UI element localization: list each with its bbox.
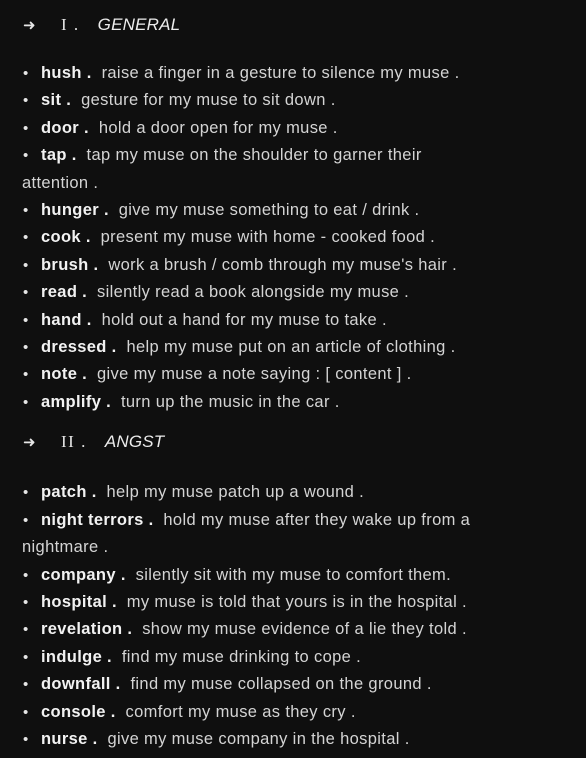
prompt-text: silently sit with my muse to comfort them. [135, 565, 452, 584]
bullet-icon: • [23, 311, 29, 329]
list-item [22, 361, 576, 388]
list-item [22, 307, 576, 334]
prompt-text: work a brush / comb through my muse's hair . [108, 255, 458, 274]
prompt-keyword: night terrors . [41, 510, 154, 529]
section-title: GENERAL [97, 15, 181, 34]
prompt-keyword: door . [41, 118, 89, 137]
list-item [22, 279, 576, 306]
list-item [22, 252, 576, 279]
prompt-text-continuation: nightmare . [22, 538, 109, 557]
prompt-keyword: hospital . [41, 592, 117, 611]
prompt-text: tap my muse on the shoulder to garner their [86, 146, 422, 165]
prompt-keyword: hush . [41, 64, 92, 82]
bullet-icon: • [23, 703, 29, 721]
list-item [22, 616, 576, 643]
bullet-icon: • [23, 339, 29, 357]
prompt-keyword: console . [41, 702, 116, 721]
list-item [22, 389, 576, 416]
prompt-keyword: read . [41, 283, 88, 302]
prompt-keyword: downfall . [41, 675, 121, 694]
prompt-text: my muse is told that yours is in the hospital . [126, 592, 467, 611]
section-number: II . [61, 432, 87, 452]
prompt-text: gesture for my muse to sit down . [81, 91, 336, 110]
section-header-general [23, 12, 576, 38]
list-item [22, 644, 576, 671]
prompt-keyword: brush . [41, 255, 99, 274]
prompt-keyword: dressed . [41, 338, 117, 357]
prompt-text: raise a finger in a gesture to silence my muse . [101, 64, 460, 82]
list-item [22, 142, 576, 197]
general-prompt-list [22, 60, 576, 416]
prompt-text-continuation: attention . [22, 173, 99, 192]
prompt-text: help my muse put on an article of clothing . [126, 338, 456, 357]
prompt-text: turn up the music in the car . [120, 392, 340, 411]
prompt-keyword: cook . [41, 228, 91, 247]
prompt-keyword: nurse . [41, 729, 98, 748]
prompt-text: hold my muse after they wake up from a [163, 510, 471, 529]
right-arrow-icon: ➜ [23, 16, 36, 34]
prompt-keyword: patch . [41, 483, 97, 502]
prompt-text: help my muse patch up a wound . [106, 483, 365, 502]
prompt-text: give my muse a note saying : [ content ] . [96, 365, 412, 384]
prompt-keyword: sit . [41, 91, 72, 110]
prompt-text: comfort my muse as they cry . [125, 702, 356, 721]
bullet-icon: • [23, 484, 29, 502]
bullet-icon: • [23, 676, 29, 694]
list-item [22, 479, 576, 506]
bullet-icon: • [23, 65, 29, 82]
list-item [22, 507, 576, 562]
list-item [22, 87, 576, 114]
prompt-keyword: company . [41, 565, 126, 584]
prompt-text: present my muse with home - cooked food . [100, 228, 436, 247]
list-item [22, 589, 576, 616]
bullet-icon: • [23, 593, 29, 611]
list-item [22, 726, 576, 753]
list-item [22, 334, 576, 361]
prompt-text: show my muse evidence of a lie they told . [142, 620, 467, 639]
section-header-angst [23, 429, 576, 455]
bullet-icon: • [23, 284, 29, 302]
list-item [22, 699, 576, 726]
prompt-keyword: revelation . [41, 620, 133, 639]
prompt-text: find my muse collapsed on the ground . [130, 675, 432, 694]
bullet-icon: • [23, 648, 29, 666]
prompt-text: hold a door open for my muse . [98, 118, 338, 137]
list-item [22, 197, 576, 224]
prompt-keyword: indulge . [41, 647, 112, 666]
bullet-icon: • [23, 511, 29, 529]
prompt-text: give my muse something to eat / drink . [118, 201, 420, 220]
prompt-text: find my muse drinking to cope . [121, 647, 362, 666]
bullet-icon: • [23, 730, 29, 748]
bullet-icon: • [23, 147, 29, 165]
list-item [22, 671, 576, 698]
bullet-icon: • [23, 202, 29, 220]
list-item [22, 562, 576, 589]
prompt-text: silently read a book alongside my muse . [97, 283, 410, 302]
bullet-icon: • [23, 92, 29, 110]
prompt-keyword: note . [41, 365, 88, 384]
prompt-keyword: hunger . [41, 201, 109, 220]
list-item [22, 224, 576, 251]
bullet-icon: • [23, 366, 29, 384]
bullet-icon: • [23, 393, 29, 411]
section-title: ANGST [104, 432, 165, 452]
bullet-icon: • [23, 621, 29, 639]
list-item [22, 115, 576, 142]
prompt-text: give my muse company in the hospital . [107, 729, 410, 748]
prompt-text: hold out a hand for my muse to take . [101, 310, 387, 329]
bullet-icon: • [23, 566, 29, 584]
angst-prompt-list [22, 479, 576, 753]
bullet-icon: • [23, 256, 29, 274]
prompt-keyword: hand . [41, 310, 92, 329]
list-item [22, 60, 576, 87]
section-number: I . [61, 15, 80, 34]
bullet-icon: • [23, 229, 29, 247]
bullet-icon: • [23, 119, 29, 137]
right-arrow-icon: ➜ [23, 433, 36, 452]
prompt-keyword: amplify . [41, 392, 112, 411]
prompt-keyword: tap . [41, 146, 77, 165]
